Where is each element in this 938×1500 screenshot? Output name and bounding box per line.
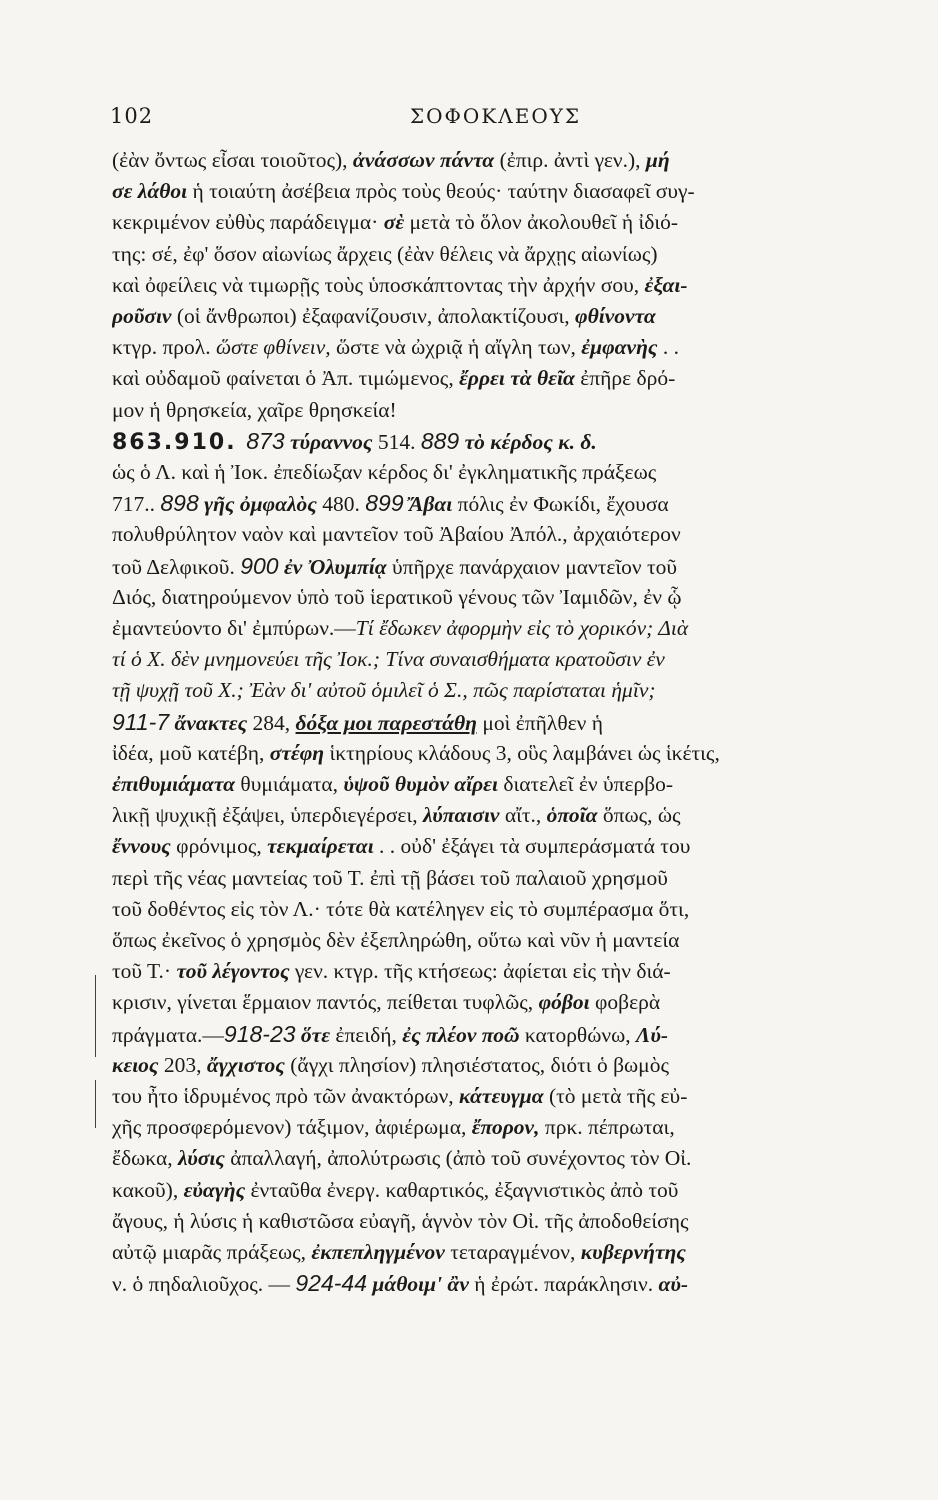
text-segment: αὐτῷ μιαρᾶς πράξεως,: [112, 1240, 312, 1264]
emphasis-segment: ὁποῖα: [546, 803, 598, 828]
emphasis-segment: κάτευγμα: [459, 1084, 544, 1108]
text-line: [112, 1112, 904, 1142]
text-segment: (ἐπιρ. ἀντὶ γεν.),: [494, 148, 646, 172]
text-segment: ὡς ὁ Λ. καὶ ἡ Ἰοκ. ἐπεδίωξαν κέρδος δι' ἐγκληματικῆς πράξεως: [112, 460, 657, 484]
text-line: [112, 395, 904, 425]
text-segment: καὶ ὀφείλεις νὰ τιμωρῇς τοὺς ὑποσκάπτοντας τὴν ἀρχήν σου,: [112, 272, 645, 297]
emphasis-segment: Τί ἔδωκεν ἀφορμὴν εἰς τὸ χορικόν; Διὰ: [355, 616, 689, 640]
text-line: [112, 644, 904, 674]
text-segment: . . οὐδ' ἐξάγει τὰ συμπεράσματά του: [373, 834, 691, 859]
text-line: [112, 551, 904, 581]
text-line: [112, 488, 904, 518]
text-segment: ὑπῆρχε πανάρχαιον μαντεῖον τοῦ: [386, 554, 678, 579]
text-line: [112, 831, 904, 861]
text-line: [112, 863, 904, 893]
text-segment: μοὶ ἐπῆλθεν ἡ: [476, 710, 603, 735]
text-line: [112, 1175, 904, 1205]
emphasis-segment: 863.910.: [112, 429, 247, 455]
emphasis-segment: ἔρρει τὰ θεῖα: [459, 366, 575, 391]
emphasis-segment: ἄνακτες: [169, 710, 248, 735]
emphasis-segment: φόβοι: [538, 990, 590, 1015]
text-segment: κρισιν, γίνεται ἕρμαιον παντός, πείθεται τυφλῶς,: [112, 990, 539, 1015]
text-segment: ὅπως, ὡς: [597, 803, 681, 828]
emphasis-segment: 918-23: [223, 1020, 296, 1047]
emphasis-segment: ἔπορον,: [471, 1115, 540, 1140]
text-segment: 203,: [158, 1052, 207, 1077]
text-line: [112, 1237, 904, 1267]
text-line: [112, 613, 904, 643]
emphasis-segment: ἄγχιστος: [206, 1052, 285, 1077]
emphasis-segment: τί ὁ Χ. δὲν μνημονεύει τῆς Ἰοκ.; Τίνα συναισθήματα κρατοῦσιν ἐν: [112, 647, 665, 672]
text-segment: μον ἡ θρησκεία, χαῖρε θρησκεία!: [112, 397, 397, 422]
text-segment: φοβερὰ: [589, 990, 661, 1015]
text-segment: ἡ ἐρώτ. παράκλησιν.: [468, 1272, 659, 1297]
text-segment: χῆς προσφερόμενον) τάξιμον, ἀφιέρωμα,: [112, 1115, 472, 1140]
text-line: [112, 207, 904, 237]
text-segment: διατελεῖ ἐν ὑπερβο-: [497, 772, 674, 796]
text-line: [112, 800, 904, 830]
text-line: [112, 1206, 904, 1236]
emphasis-segment: στέφη: [269, 740, 325, 765]
emphasis-segment: 899: [365, 490, 404, 517]
emphasis-segment: γῆς ὀμφαλὸς: [198, 492, 317, 517]
text-line: [112, 582, 904, 612]
text-segment: 480.: [316, 492, 366, 517]
text-segment: κτγρ. προλ.: [112, 335, 216, 360]
running-head: ΣΟΦΟΚΛΕΟΥΣ: [410, 104, 582, 128]
emphasis-segment: ἐν Ὀλυμπίᾳ: [278, 554, 387, 579]
emphasis-segment: αὐ-: [658, 1272, 689, 1297]
text-line: [112, 239, 904, 269]
text-segment: της: σέ, ἐφ' ὅσον αἰωνίως ἄρχεις (ἐὰν θέλεις νὰ ἄρχῃς αἰωνίως): [112, 241, 658, 266]
text-line: [112, 1268, 904, 1298]
text-segment: (οἱ ἄνθρωποι) ἐξαφανίζουσιν, ἀπολακτίζουσι,: [171, 304, 576, 328]
emphasis-segment: 889: [420, 427, 460, 454]
text-segment: ἐμαντεύοντο δι' ἐμπύρων.—: [112, 616, 356, 640]
text-segment: πρκ. πέπρωται,: [539, 1115, 675, 1140]
margin-bracket-2: [95, 1080, 96, 1128]
text-segment: φρόνιμος,: [170, 834, 268, 859]
text-segment: θυμιάματα,: [235, 772, 344, 796]
text-line: [112, 145, 904, 175]
emphasis-segment: μάθοιμ' ἂν: [367, 1272, 469, 1297]
text-segment: λικῇ ψυχικῇ ἐξάψει, ὑπερδιεγέρσει,: [112, 803, 423, 828]
text-segment: του ἦτο ἱδρυμένος πρὸ τῶν ἀνακτόρων,: [112, 1084, 460, 1108]
emphasis-segment: ἐμφανὴς: [581, 335, 658, 360]
text-segment: κατορθώνω,: [519, 1022, 637, 1047]
text-line: [112, 987, 904, 1017]
emphasis-segment: 924-44: [295, 1270, 368, 1297]
text-segment: τοῦ Δελφικοῦ.: [112, 554, 241, 579]
emphasis-segment: ἐξαι-: [644, 272, 688, 297]
emphasis-segment: ἐς πλέον ποῶ: [402, 1022, 520, 1047]
text-line: [112, 738, 904, 768]
emphasis-segment: Λύ-: [636, 1022, 669, 1047]
text-segment: τεταραγμένον,: [444, 1240, 581, 1264]
emphasis-segment: ἀνάσσων πάντα: [352, 148, 495, 172]
emphasis-segment: τοῦ λέγοντος: [176, 959, 290, 984]
text-line: [112, 457, 904, 487]
text-line: [112, 1081, 904, 1111]
text-segment: πράγματα.—: [112, 1022, 224, 1047]
emphasis-segment: κυβερνήτης: [580, 1240, 686, 1264]
emphasis-segment: τῇ ψυχῇ τοῦ Χ.; Ἐὰν δι' αὐτοῦ ὁμιλεῖ ὁ Σ., πῶς παρίσταται ἡμῖν;: [112, 678, 656, 703]
text-line: [112, 1019, 904, 1049]
emphasis-segment: ροῦσιν: [112, 304, 172, 328]
text-segment: ἐνταῦθα ἐνεργ. καθαρτικός, ἐξαγνιστικὸς ἀπὸ τοῦ: [245, 1177, 679, 1202]
emphasis-segment: μή: [645, 148, 670, 172]
text-segment: πόλις ἐν Φωκίδι, ἔχουσα: [452, 492, 669, 517]
emphasis-segment: εὐαγὴς: [183, 1177, 246, 1202]
emphasis-segment: 873: [246, 427, 285, 454]
text-line: [112, 925, 904, 955]
text-segment: ἔδωκα,: [112, 1146, 178, 1171]
emphasis-segment: ὥστε φθίνειν,: [215, 335, 331, 360]
text-segment: περὶ τῆς νέας μαντείας τοῦ Τ. ἐπὶ τῇ βάσει τοῦ παλαιοῦ χρησμοῦ: [112, 865, 668, 890]
text-line: [112, 956, 904, 986]
text-line: [112, 301, 904, 331]
emphasis-segment: λύπαισιν: [423, 803, 500, 828]
text-segment: γεν. κτγρ. τῆς κτήσεως: ἀφίεται εἰς τὴν διά-: [289, 959, 671, 984]
text-segment: 514.: [372, 429, 421, 454]
text-segment: (ἄγχι πλησίον) πλησιέστατος, διότι ὁ βωμὸς: [284, 1052, 669, 1077]
emphasis-segment: σε λάθοι: [112, 179, 188, 204]
text-line: [112, 270, 904, 300]
emphasis-segment: 911-7: [112, 708, 170, 735]
emphasis-segment: κειος: [112, 1052, 159, 1077]
margin-bracket-1: [95, 975, 96, 1057]
text-segment: . .: [657, 335, 679, 360]
text-line: [112, 1143, 904, 1173]
emphasis-segment: 898: [160, 490, 199, 517]
text-line: [112, 894, 904, 924]
text-segment: ὅπως ἐκεῖνος ὁ χρησμὸς δὲν ἐξεπληρώθη, οὕτω καὶ νῦν ἡ μαντεία: [112, 928, 680, 952]
text-segment: αἴτ.,: [499, 803, 547, 828]
text-segment: πολυθρύλητον ναὸν καὶ μαντεῖον τοῦ Ἀβαίου Ἀπόλ., ἀρχαιότερον: [112, 522, 681, 547]
text-line: [112, 363, 904, 393]
text-line: [112, 675, 904, 705]
emphasis-segment: δόξα μοι παρεστάθη: [295, 710, 477, 735]
text-segment: ἀπαλλαγή, ἀπολύτρωσις (ἀπὸ τοῦ συνέχοντος τὸν Οἰ.: [224, 1146, 692, 1171]
text-segment: κακοῦ),: [112, 1177, 184, 1202]
emphasis-segment: 900: [240, 552, 279, 579]
emphasis-segment: ἐπιθυμιάματα: [112, 772, 236, 796]
text-segment: τοῦ Τ.·: [112, 959, 177, 984]
text-segment: Διός, διατηρούμενον ὑπὸ τοῦ ἱερατικοῦ γένους τῶν Ἰαμιδῶν, ἐν ᾧ: [112, 584, 682, 609]
text-line: [112, 426, 904, 456]
text-segment: (τὸ μετὰ τῆς εὐ-: [543, 1084, 688, 1108]
text-segment: καὶ οὐδαμοῦ φαίνεται ὁ Ἀπ. τιμώμενος,: [112, 366, 460, 391]
text-segment: 284,: [247, 710, 296, 735]
text-segment: ἱκτηρίους κλάδους 3, οὓς λαμβάνει ὡς ἱκέτις,: [324, 740, 720, 765]
text-line: [112, 1050, 904, 1080]
text-segment: (ἐὰν ὄντως εἶσαι τοιοῦτος),: [112, 148, 353, 172]
text-segment: ν. ὁ πηδαλιοῦχος. —: [112, 1272, 296, 1297]
emphasis-segment: ὑψοῦ θυμὸν αἴρει: [343, 772, 498, 796]
text-segment: ὥστε νὰ ὠχριᾷ ἡ αἴγλη των,: [330, 335, 582, 360]
emphasis-segment: ἐκπεπληγμένον: [311, 1240, 445, 1264]
text-line: [112, 332, 904, 362]
text-segment: ἐπειδή,: [330, 1022, 403, 1047]
text-segment: ἄγους, ἡ λύσις ἡ καθιστῶσα εὐαγῆ, ἁγνὸν τὸν Οἰ. τῆς ἀποδοθείσης: [112, 1208, 689, 1233]
emphasis-segment: τὸ κέρδος κ. δ.: [459, 429, 597, 454]
text-line: [112, 769, 904, 799]
text-segment: μετὰ τὸ ὅλον ἀκολουθεῖ ἡ ἰδιό-: [404, 210, 679, 235]
emphasis-segment: Ἄβαι: [403, 492, 453, 517]
emphasis-segment: φθίνοντα: [575, 304, 656, 328]
text-line: [112, 519, 904, 549]
text-segment: ἡ τοιαύτη ἀσέβεια πρὸς τοὺς θεούς· ταύτην διασαφεῖ συγ-: [187, 179, 695, 204]
text-segment: τοῦ δοθέντος εἰς τὸν Λ.· τότε θὰ κατέληγεν εἰς τὸ συμπέρασμα ὅτι,: [112, 896, 690, 921]
text-line: [112, 707, 904, 737]
text-line: [112, 176, 904, 206]
emphasis-segment: ἔννους: [112, 834, 171, 859]
text-segment: κεκριμένον εὐθὺς παράδειγμα·: [112, 210, 384, 235]
text-segment: 717..: [112, 492, 161, 517]
text-segment: ἐπῆρε δρό-: [574, 366, 676, 391]
emphasis-segment: σὲ: [383, 210, 405, 235]
emphasis-segment: τεκμαίρεται: [267, 834, 374, 859]
emphasis-segment: ὅτε: [295, 1022, 331, 1047]
emphasis-segment: τύραννος: [284, 429, 373, 454]
page-number: 102: [110, 104, 154, 128]
text-segment: ἰδέα, μοῦ κατέβη,: [112, 740, 270, 765]
emphasis-segment: λύσις: [177, 1146, 225, 1171]
